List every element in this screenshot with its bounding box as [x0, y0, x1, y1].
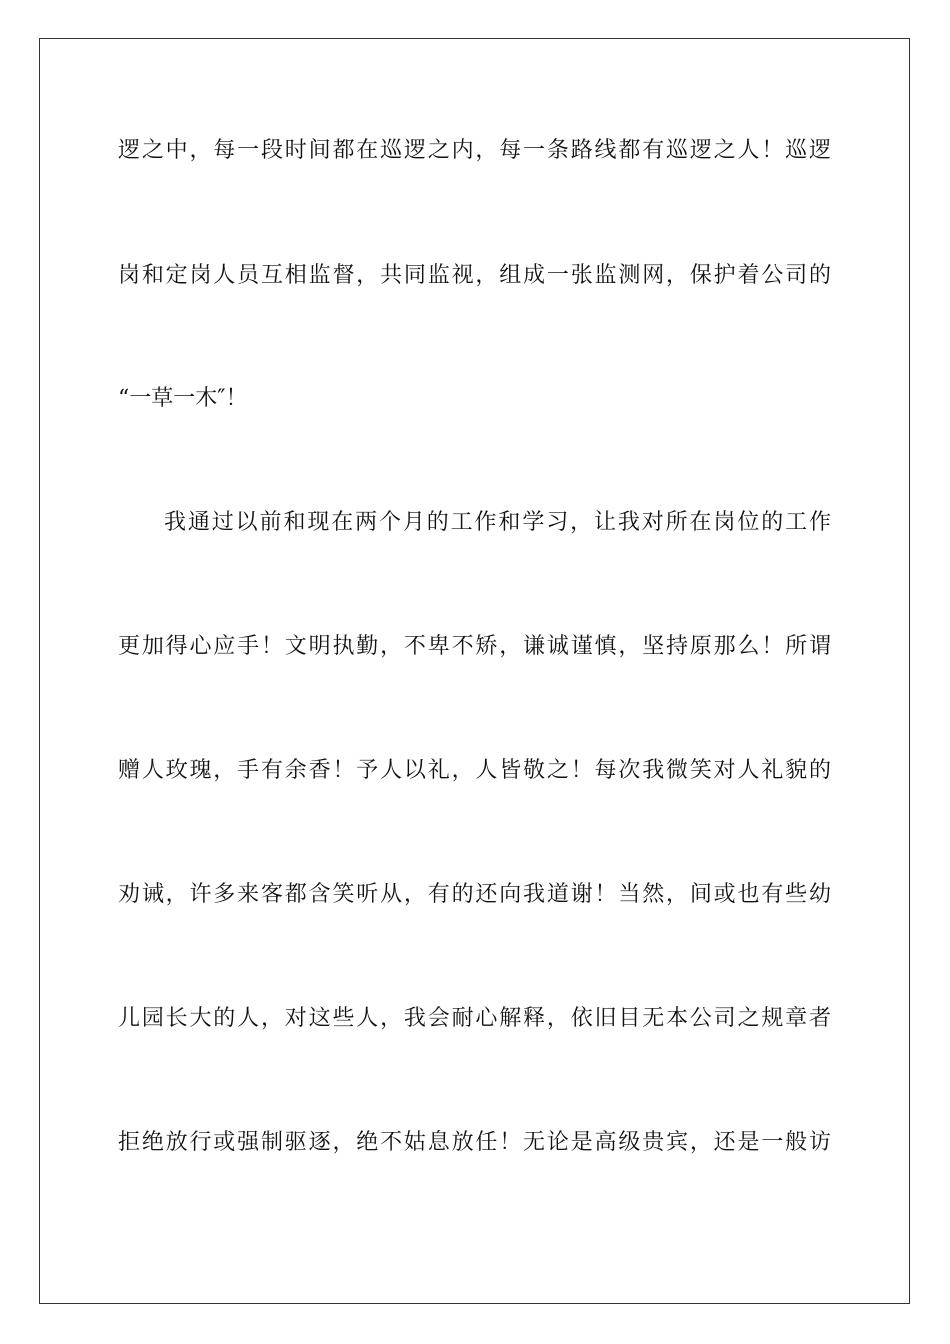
paragraph-line-5: 更加得心应手！文明执勤，不卑不矫，谦诚谨慎，坚持原那么！所谓	[118, 634, 831, 659]
paragraph-line-1: 逻之中，每一段时间都在巡逻之内，每一条路线都有巡逻之人！巡逻	[118, 138, 831, 163]
paragraph-line-3: “一草一木″！	[118, 386, 248, 411]
paragraph-line-2: 岗和定岗人员互相监督，共同监视，组成一张监测网，保护着公司的	[118, 263, 831, 288]
paragraph-line-4: 我通过以前和现在两个月的工作和学习，让我对所在岗位的工作	[164, 510, 831, 535]
paragraph-line-6: 赠人玫瑰，手有余香！予人以礼，人皆敬之！每次我微笑对人礼貌的	[118, 758, 831, 783]
paragraph-line-8: 儿园长大的人，对这些人，我会耐心解释，依旧目无本公司之规章者	[118, 1006, 831, 1031]
page-border	[39, 38, 910, 1304]
paragraph-line-7: 劝诫，许多来客都含笑听从，有的还向我道谢！当然，间或也有些幼	[118, 882, 831, 907]
paragraph-line-9: 拒绝放行或强制驱逐，绝不姑息放任！无论是高级贵宾，还是一般访	[118, 1130, 831, 1155]
